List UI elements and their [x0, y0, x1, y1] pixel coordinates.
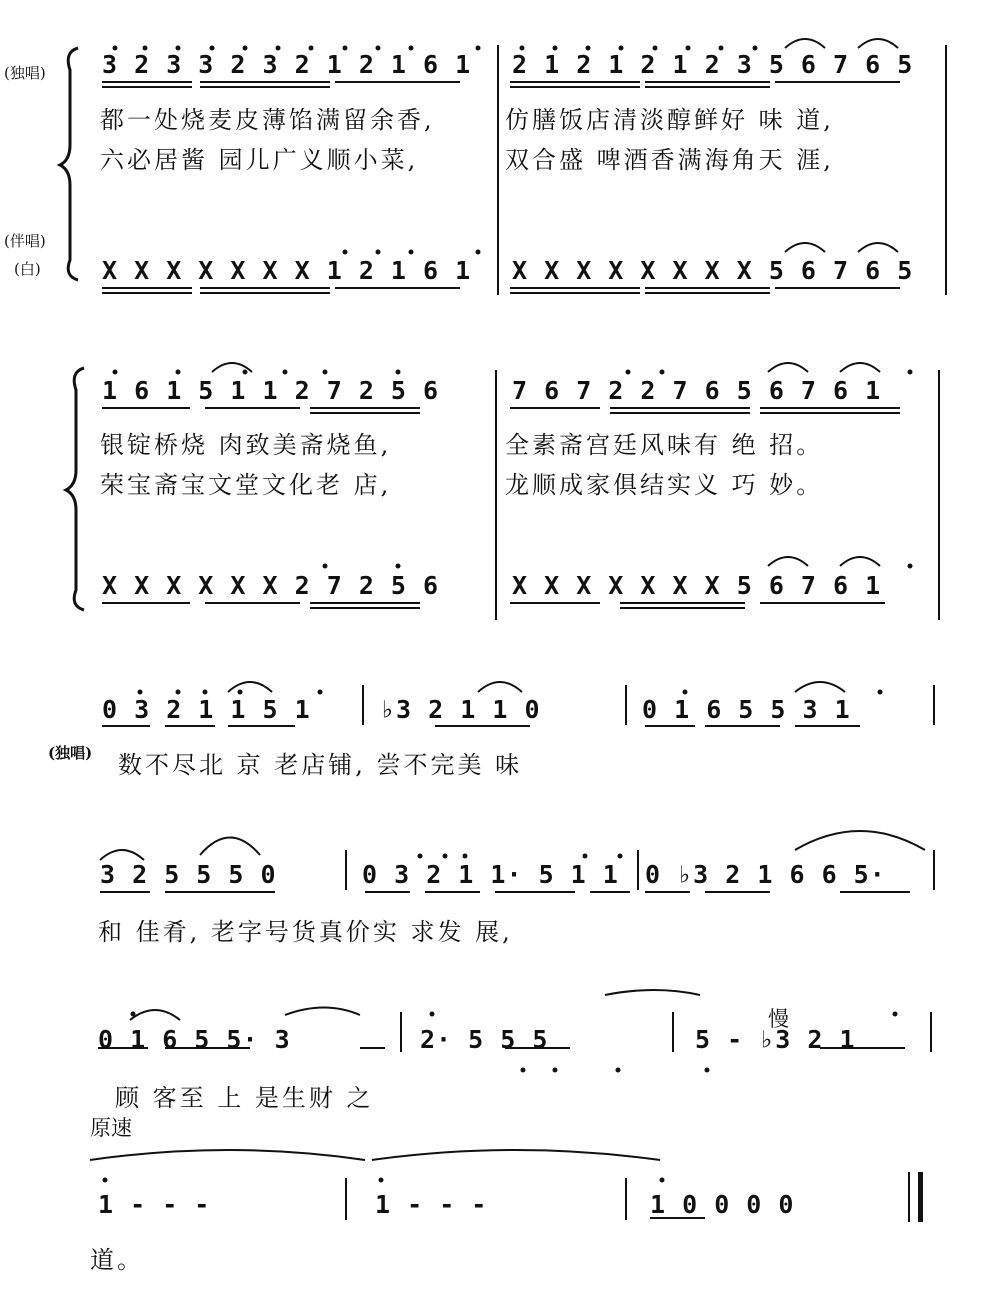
- s3-notes-m1: 0 3 2 1 1 5 1: [102, 695, 311, 724]
- s2-solo-notes-m2: 7 6 7 2 2 7 6 5 6 7 6 1: [512, 376, 882, 405]
- s1-lyric-v2-m1: 六必居酱 园儿广义顺小菜,: [100, 146, 419, 174]
- s4-notes-m1: 3 2 5 5 5 0: [100, 860, 277, 889]
- s1-lyric-v2-m2: 双合盛 啤酒香满海角天 涯,: [505, 146, 834, 174]
- s2-lyric-v1-m2: 全素斋宫廷风味有 绝 招。: [505, 431, 824, 459]
- s2-lyric-v2-m2: 龙顺成家俱结实义 巧 妙。: [505, 471, 824, 499]
- s1-lyric-v1-m2: 仿膳饭店清淡醇鲜好 味 道,: [505, 106, 834, 134]
- barline: [345, 850, 347, 890]
- s1-acc-notes-m1: X X X X X X X 1 2 1 6 1: [102, 256, 472, 285]
- barline: [930, 1012, 932, 1052]
- barline: [400, 1012, 402, 1052]
- s6-notes-m3: 1 0 0 0 0: [650, 1190, 795, 1219]
- s5-notes-m2: 2· 5 5 5: [420, 1025, 549, 1054]
- s6-lyric: 道。: [90, 1246, 144, 1274]
- octave-dots: [103, 46, 913, 1183]
- s6-notes-m1: 1 - - -: [98, 1190, 211, 1219]
- low-octave-dots: [521, 1068, 710, 1073]
- s2-acc-notes-m2: X X X X X X X 5 6 7 6 1: [512, 571, 882, 600]
- s2-lyric-v2-m1: 荣宝斋宝文堂文化老 店,: [100, 471, 392, 499]
- tempo-original: 原速: [90, 1116, 132, 1140]
- barline: [933, 850, 935, 890]
- system2-brace: [66, 368, 84, 610]
- solo-label-2: (独唱): [48, 744, 93, 762]
- s4-notes-m3: 0 ♭3 2 1 6 6 5·: [645, 860, 886, 889]
- system1-brace: [60, 48, 78, 280]
- s1-solo-notes-m1: 3 2 3 3 2 3 2 1 2 1 6 1: [102, 50, 472, 79]
- final-barline-thick: [918, 1172, 923, 1222]
- s5-lyric: 顾 客至 上 是生财 之: [115, 1084, 374, 1112]
- barline: [497, 45, 499, 295]
- s3-lyric: 数不尽北 京 老店铺, 尝不完美 味: [118, 751, 523, 779]
- barline: [637, 850, 639, 890]
- s4-lyric: 和 佳肴, 老字号货真价实 求发 展,: [98, 918, 513, 946]
- barline: [945, 45, 947, 295]
- barline: [938, 370, 940, 620]
- s4-notes-m2: 0 3 2 1 1· 5 1 1: [362, 860, 619, 889]
- s5-notes-m3: 5 - ♭3 2 1: [695, 1025, 856, 1054]
- barline: [362, 685, 364, 725]
- s2-solo-notes-m1: 1 6 1 5 1 1 2 7 2 5 6: [102, 376, 440, 405]
- barline: [495, 370, 497, 620]
- s5-notes-m1: 0 1 6 5 5· 3: [98, 1025, 291, 1054]
- barline: [625, 685, 627, 725]
- barline: [933, 685, 935, 725]
- tempo-slow: 慢: [768, 1007, 789, 1031]
- s2-acc-notes-m1: X X X X X X 2 7 2 5 6: [102, 571, 440, 600]
- s1-lyric-v1-m1: 都一处烧麦皮薄馅满留余香,: [100, 106, 435, 134]
- s3-notes-m3: 0 1 6 5 5 3 1: [642, 695, 851, 724]
- s2-lyric-v1-m1: 银锭桥烧 肉致美斋烧鱼,: [100, 431, 392, 459]
- barline: [625, 1178, 627, 1220]
- final-barline-thin: [908, 1172, 910, 1222]
- barline: [345, 1178, 347, 1220]
- s3-notes-m2: ♭3 2 1 1 0: [380, 695, 541, 724]
- s6-notes-m2: 1 - - -: [375, 1190, 488, 1219]
- s1-solo-notes-m2: 2 1 2 1 2 1 2 3 5 6 7 6 5: [512, 50, 914, 79]
- s1-acc-notes-m2: X X X X X X X X 5 6 7 6 5: [512, 256, 914, 285]
- solo-label: (独唱): [4, 64, 46, 82]
- accompany-label: (伴唱): [4, 232, 46, 250]
- barline: [672, 1012, 674, 1052]
- spoken-label: (白): [14, 260, 41, 278]
